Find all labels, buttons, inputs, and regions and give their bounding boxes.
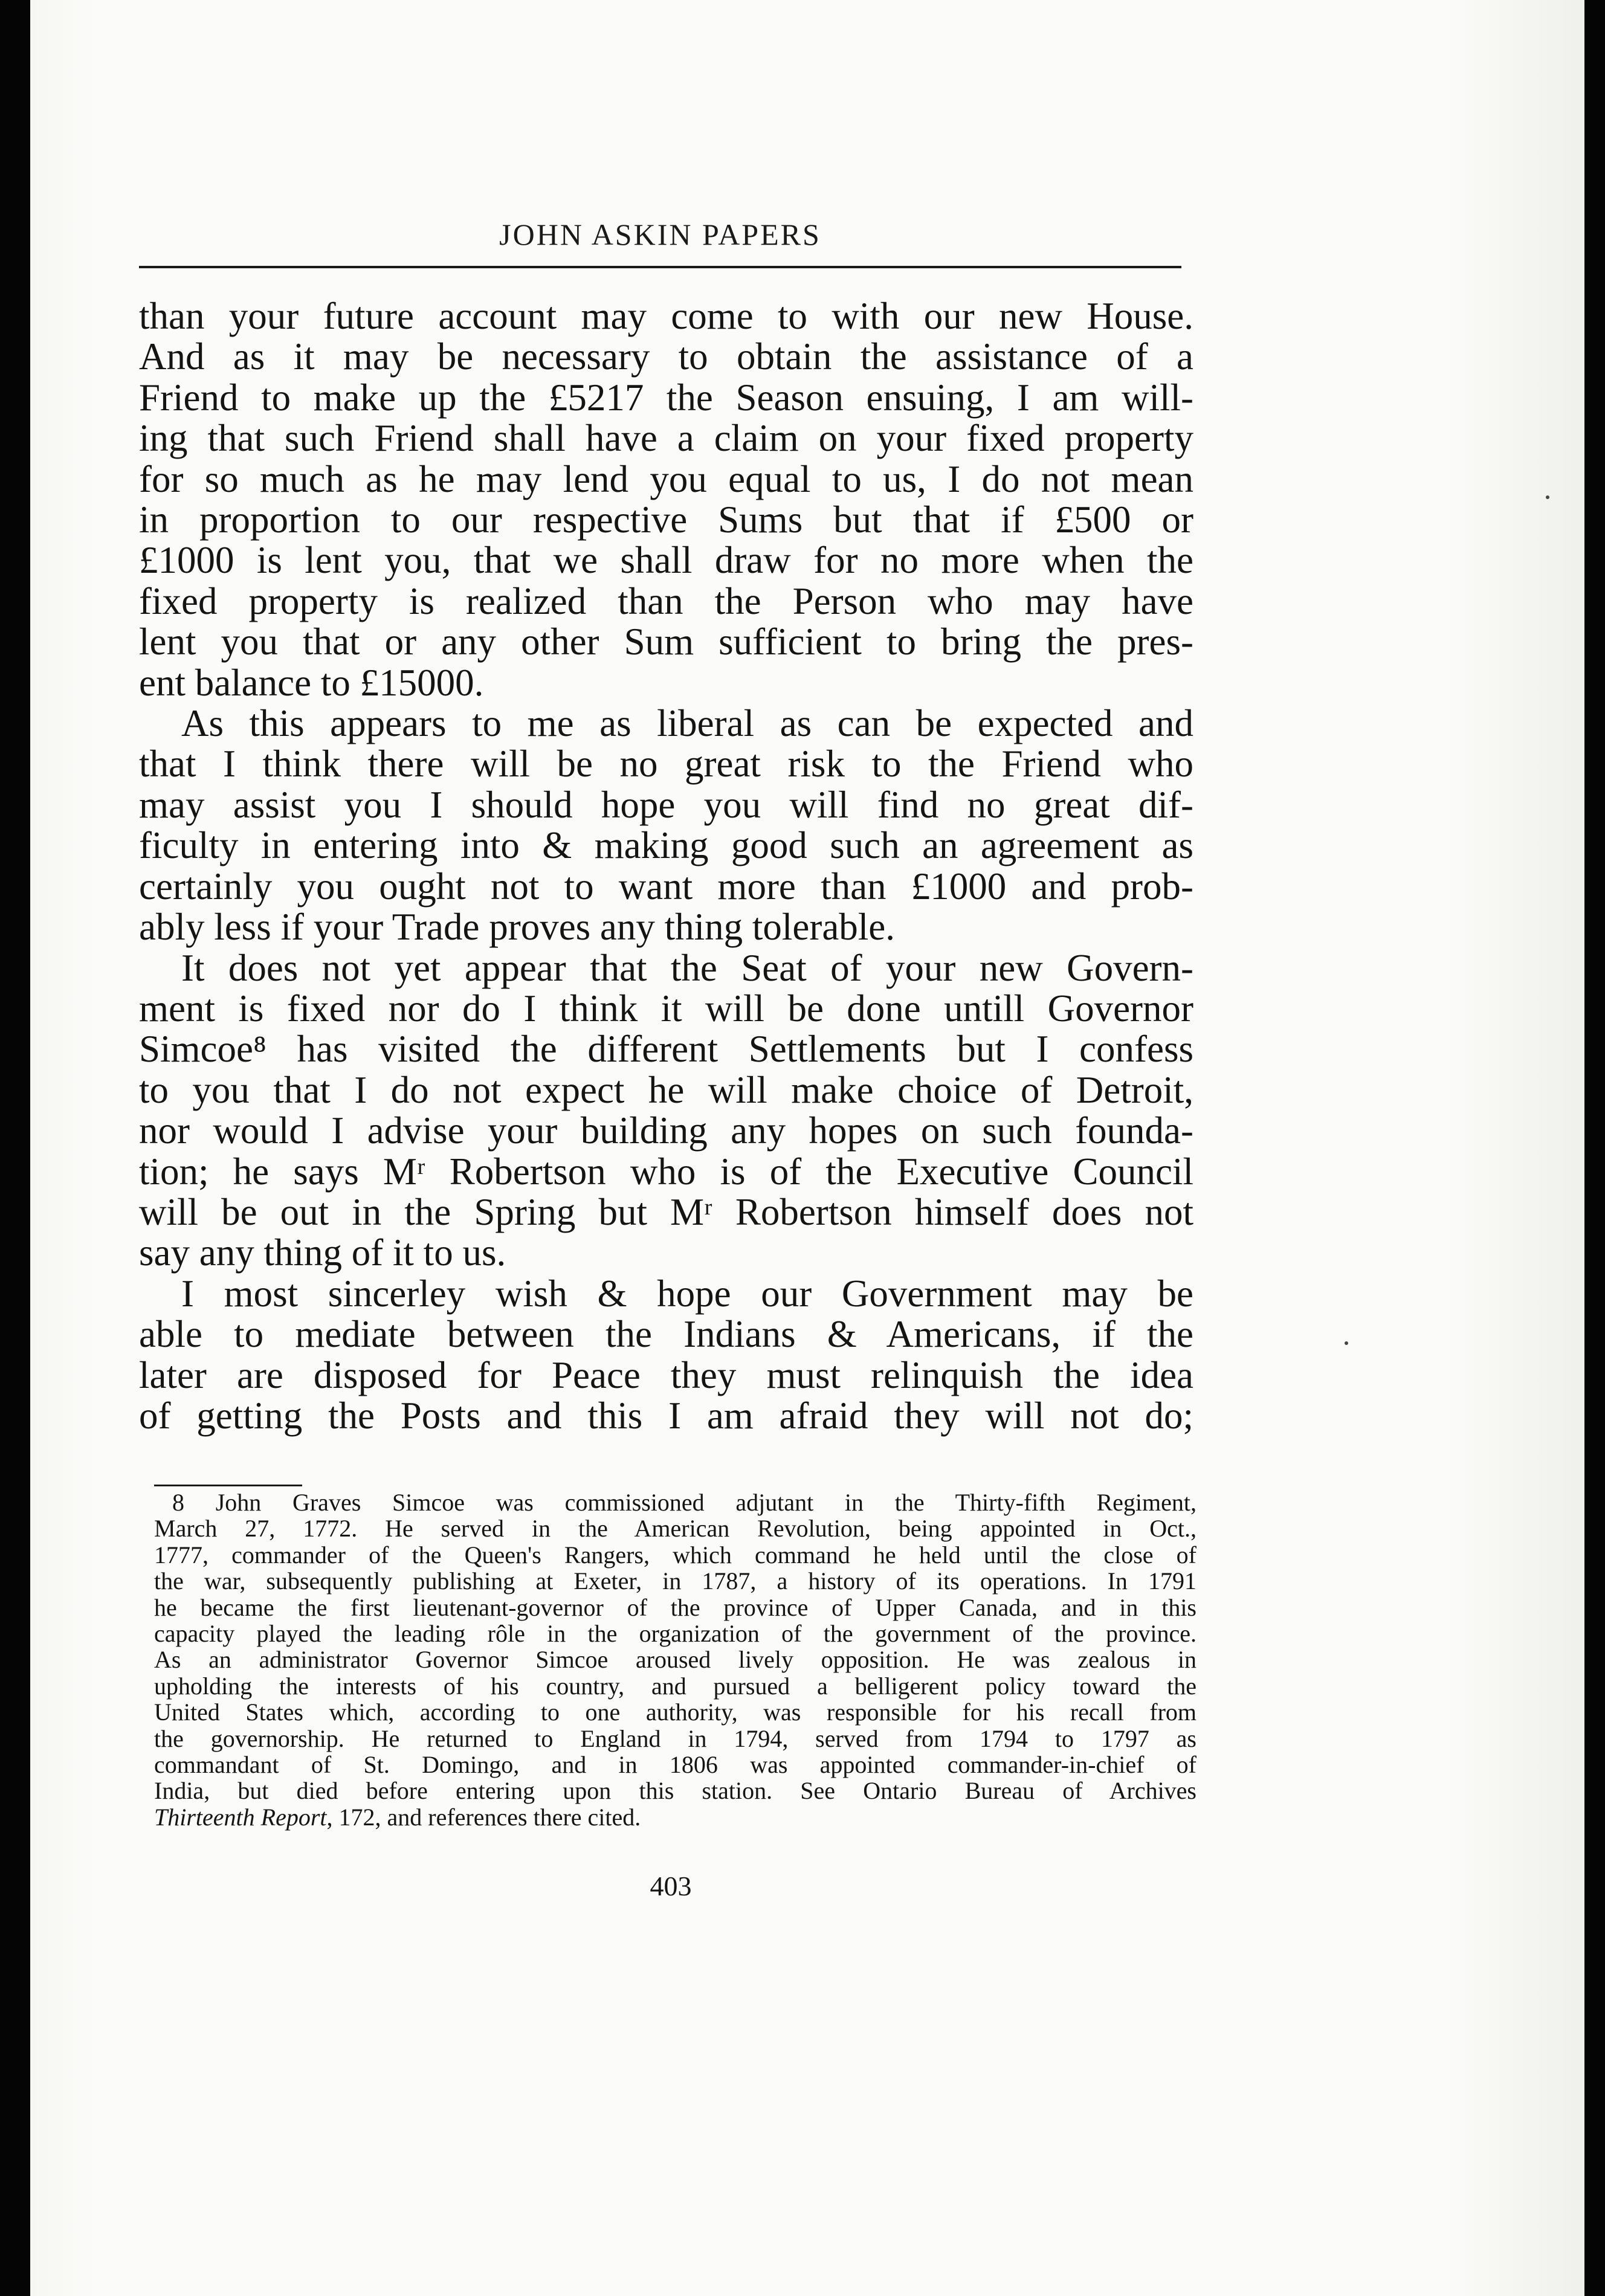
body-line: in proportion to our respective Sums but that if £500 or bbox=[139, 498, 1193, 541]
body-line: able to mediate between the Indians & Americans, if the bbox=[139, 1313, 1193, 1356]
footnote-cited-title: Thirteenth Report bbox=[154, 1803, 327, 1831]
body-text bbox=[139, 296, 1193, 1436]
body-line: ficulty in entering into & making good such an agreement as bbox=[139, 824, 1193, 867]
body-line: to you that I do not expect he will make choice of Detroit, bbox=[139, 1068, 1193, 1111]
footnote-line: commandant of St. Domingo, and in 1806 was appointed commander-in-chief of bbox=[154, 1751, 1196, 1779]
footnote-line: upholding the interests of his country, and pursued a belligerent policy toward the bbox=[154, 1672, 1196, 1700]
body-line: that I think there will be no great risk to the Friend who bbox=[139, 743, 1193, 785]
footnote-line: the war, subsequently publishing at Exeter, in 1787, a history of its operations. In 1791 bbox=[154, 1567, 1196, 1595]
body-line: ing that such Friend shall have a claim on your fixed property bbox=[139, 417, 1193, 460]
footnote-last-line bbox=[154, 1804, 1196, 1830]
body-line: ment is fixed nor do I think it will be done untill Governor bbox=[139, 987, 1193, 1030]
scan-speck bbox=[1345, 1341, 1348, 1345]
footnote-line: he became the first lieutenant-governor of the province of Upper Canada, and in this bbox=[154, 1593, 1196, 1621]
body-line: It does not yet appear that the Seat of your new Govern- bbox=[181, 946, 1193, 989]
footnote-rule bbox=[154, 1485, 302, 1486]
footnote-line: capacity played the leading rôle in the organization of the government of the province. bbox=[154, 1620, 1196, 1648]
footnote-line: the governorship. He returned to England in 1794, served from 1794 to 1797 as bbox=[154, 1724, 1196, 1752]
page-number: 403 bbox=[650, 1871, 692, 1901]
footnote-cited-rest: , 172, and references there cited. bbox=[326, 1803, 641, 1831]
body-line: will be out in the Spring but Mʳ Robertson himself does not bbox=[139, 1190, 1193, 1233]
body-line: Friend to make up the £5217 the Season ensuing, I am will- bbox=[139, 376, 1193, 419]
body-line: ably less if your Trade proves any thing tolerable. bbox=[139, 906, 896, 949]
body-line: And as it may be necessary to obtain the assistance of a bbox=[139, 335, 1193, 378]
scan-left-border bbox=[0, 0, 30, 2296]
footnote bbox=[154, 1489, 1196, 1830]
body-line: than your future account may come to with our new House. bbox=[139, 295, 1193, 337]
body-line: Simcoe⁸ has visited the different Settlements but I confess bbox=[139, 1028, 1193, 1071]
body-line: say any thing of it to us. bbox=[139, 1231, 506, 1274]
body-line: I most sincerley wish & hope our Government may be bbox=[181, 1272, 1193, 1315]
body-line: certainly you ought not to want more than £1000 and prob- bbox=[139, 865, 1193, 908]
body-line: of getting the Posts and this I am afraid they will not do; bbox=[139, 1394, 1193, 1437]
body-line: later are disposed for Peace they must relinquish the idea bbox=[139, 1353, 1193, 1396]
header-rule bbox=[139, 266, 1181, 268]
running-head: JOHN ASKIN PAPERS bbox=[499, 218, 821, 251]
body-line: fixed property is realized than the Person who may have bbox=[139, 579, 1193, 622]
body-line: nor would I advise your building any hopes on such founda- bbox=[139, 1109, 1193, 1152]
footnote-line: United States which, according to one authority, was responsible for his recall from bbox=[154, 1698, 1196, 1726]
body-line: for so much as he may lend you equal to us, I do not mean bbox=[139, 457, 1193, 500]
body-line: may assist you I should hope you will find no great dif- bbox=[139, 783, 1193, 826]
body-line: ent balance to £15000. bbox=[139, 661, 484, 704]
body-line: £1000 is lent you, that we shall draw for no more when the bbox=[139, 539, 1193, 582]
footnote-line: India, but died before entering upon this station. See Ontario Bureau of Archives bbox=[154, 1777, 1196, 1805]
footnote-line: As an administrator Governor Simcoe aroused lively opposition. He was zealous in bbox=[154, 1646, 1196, 1674]
body-line: As this appears to me as liberal as can be expected and bbox=[181, 702, 1193, 745]
footnote-line: 1777, commander of the Queen's Rangers, which command he held until the close of bbox=[154, 1541, 1196, 1569]
body-line: tion; he says Mʳ Robertson who is of the Executive Council bbox=[139, 1150, 1193, 1193]
footnote-line: 8 John Graves Simcoe was commissioned adjutant in the Thirty-fifth Regiment, bbox=[172, 1489, 1196, 1516]
body-line: lent you that or any other Sum sufficient to bring the pres- bbox=[139, 621, 1193, 663]
footnote-line: March 27, 1772. He served in the American Revolution, being appointed in Oct., bbox=[154, 1515, 1196, 1543]
scan-speck bbox=[1546, 495, 1549, 499]
scan-right-border bbox=[1584, 0, 1605, 2296]
